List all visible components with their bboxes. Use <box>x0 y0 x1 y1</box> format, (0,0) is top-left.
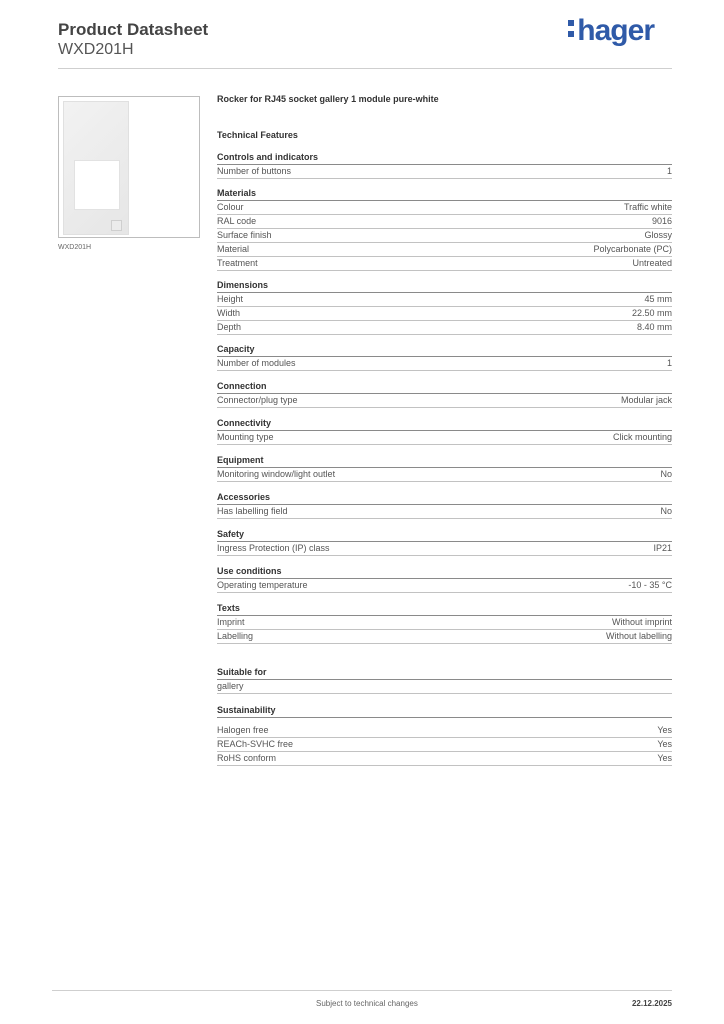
spec-label: Number of modules <box>217 358 296 368</box>
spec-label: Surface finish <box>217 230 272 240</box>
section-title: Equipment <box>217 454 672 468</box>
spec-row <box>217 630 672 644</box>
section-title: Materials <box>217 187 672 201</box>
section-connectivity <box>217 417 672 445</box>
section-title: Controls and indicators <box>217 151 672 165</box>
spec-label: Height <box>217 294 244 304</box>
spec-row <box>217 579 672 593</box>
spec-value: IP21 <box>653 543 672 553</box>
spec-label: Width <box>217 308 241 318</box>
section-title: Capacity <box>217 343 672 357</box>
technical-content <box>217 94 672 766</box>
spec-value: Click mounting <box>612 432 672 442</box>
spec-row <box>217 724 672 738</box>
section-sustainability <box>217 704 672 766</box>
spec-row <box>217 257 672 271</box>
spec-value: 45 mm <box>644 294 672 304</box>
rocker-plate-icon <box>63 101 129 235</box>
section-equipment <box>217 454 672 482</box>
spec-row <box>217 505 672 519</box>
spec-label: REACh-SVHC free <box>217 739 294 749</box>
spec-value: 1 <box>666 166 672 176</box>
spec-label: Connector/plug type <box>217 395 298 405</box>
rj45-window <box>74 160 120 210</box>
spec-label: Operating temperature <box>217 580 308 590</box>
spec-row <box>217 431 672 445</box>
section-title: Accessories <box>217 491 672 505</box>
spec-value: Yes <box>657 725 672 735</box>
footer-note: Subject to technical changes <box>316 999 418 1008</box>
spec-row <box>217 468 672 482</box>
spec-row <box>217 542 672 556</box>
spec-label: gallery <box>217 681 244 691</box>
section-use-conditions <box>217 565 672 593</box>
logo-dots-icon <box>568 20 574 38</box>
spec-label: Monitoring window/light outlet <box>217 469 336 479</box>
section-controls <box>217 151 672 179</box>
spec-label: Treatment <box>217 258 258 268</box>
section-safety <box>217 528 672 556</box>
section-title: Texts <box>217 602 672 616</box>
section-title: Dimensions <box>217 279 672 293</box>
hager-logo <box>568 14 654 48</box>
section-title: Connection <box>217 380 672 394</box>
spec-value: Without imprint <box>611 617 672 627</box>
spec-value: Yes <box>657 753 672 763</box>
plate-mark <box>111 220 122 231</box>
spec-value: No <box>660 469 672 479</box>
spec-label: RAL code <box>217 216 257 226</box>
spec-label: RoHS conform <box>217 753 277 763</box>
footer-divider <box>52 990 672 991</box>
image-caption: WXD201H <box>58 244 92 251</box>
spec-value: -10 - 35 °C <box>628 580 672 590</box>
spec-value: Yes <box>657 739 672 749</box>
section-texts <box>217 602 672 644</box>
spec-row <box>217 293 672 307</box>
spec-row <box>217 307 672 321</box>
spec-value: Untreated <box>632 258 672 268</box>
spec-value: 22.50 mm <box>631 308 672 318</box>
spec-row <box>217 394 672 408</box>
spec-label: Labelling <box>217 631 254 641</box>
product-code: WXD201H <box>58 41 134 58</box>
spec-label: Colour <box>217 202 244 212</box>
spec-value: No <box>660 506 672 516</box>
section-title: Safety <box>217 528 672 542</box>
section-capacity <box>217 343 672 371</box>
spec-value: 8.40 mm <box>636 322 672 332</box>
logo-text: hager <box>577 14 654 47</box>
spec-row <box>217 616 672 630</box>
spec-value: Without labelling <box>605 631 672 641</box>
spec-value: Polycarbonate (PC) <box>593 244 672 254</box>
spec-label: Number of buttons <box>217 166 292 176</box>
spec-value: 1 <box>666 358 672 368</box>
spec-row <box>217 243 672 257</box>
footer-date: 22.12.2025 <box>631 999 672 1008</box>
spec-label: Material <box>217 244 250 254</box>
spec-label: Depth <box>217 322 242 332</box>
section-materials <box>217 187 672 271</box>
spec-row <box>217 229 672 243</box>
spec-label: Ingress Protection (IP) class <box>217 543 330 553</box>
section-accessories <box>217 491 672 519</box>
section-title: Sustainability <box>217 704 672 718</box>
spec-value: 9016 <box>651 216 672 226</box>
spec-row <box>217 201 672 215</box>
page-title: Product Datasheet <box>58 20 209 39</box>
spec-row <box>217 680 672 694</box>
spec-row <box>217 165 672 179</box>
spec-label: Mounting type <box>217 432 274 442</box>
section-title: Connectivity <box>217 417 672 431</box>
document-header <box>58 20 208 60</box>
spec-value: Modular jack <box>620 395 672 405</box>
header-divider <box>58 68 672 69</box>
spec-label: Imprint <box>217 617 245 627</box>
spec-label: Has labelling field <box>217 506 288 516</box>
section-suitable-for <box>217 666 672 694</box>
product-image <box>58 96 200 238</box>
spec-row <box>217 738 672 752</box>
section-title: Use conditions <box>217 565 672 579</box>
spec-row <box>217 321 672 335</box>
section-title: Suitable for <box>217 666 672 680</box>
technical-features-heading: Technical Features <box>217 130 298 140</box>
spec-row <box>217 752 672 766</box>
section-dimensions <box>217 279 672 335</box>
spec-row <box>217 215 672 229</box>
section-connection <box>217 380 672 408</box>
spec-value: Traffic white <box>623 202 672 212</box>
spec-value: Glossy <box>644 230 672 240</box>
spec-label: Halogen free <box>217 725 269 735</box>
spec-row <box>217 357 672 371</box>
product-description: Rocker for RJ45 socket gallery 1 module pure-white <box>217 94 439 104</box>
